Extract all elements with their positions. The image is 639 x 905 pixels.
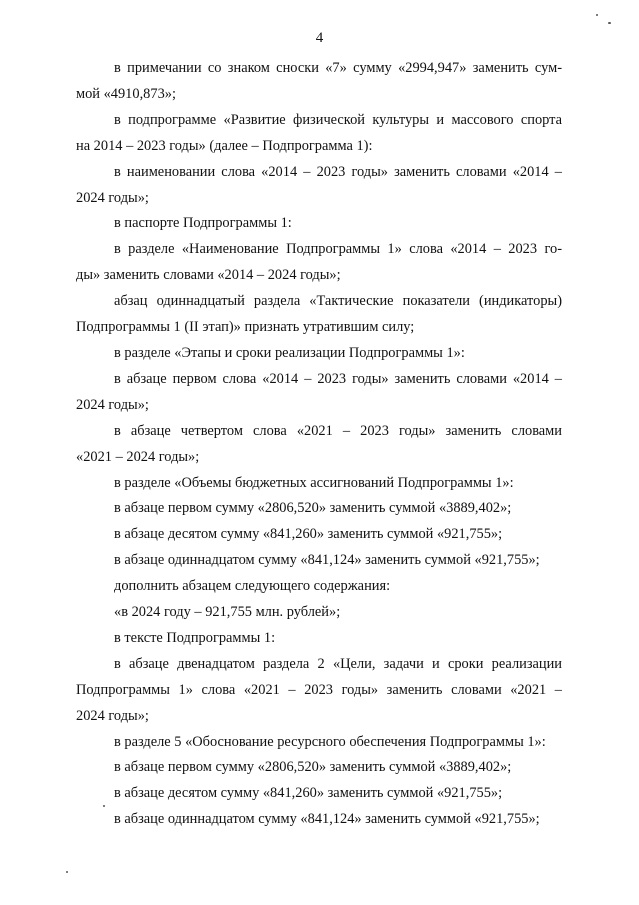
text-line: в паспорте Подпрограммы 1: xyxy=(114,215,292,232)
text-line: в абзаце первом сумму «2806,520» заменить суммой «3889,402»; xyxy=(114,759,512,776)
text-line: абзац одиннадцатый раздела «Тактические показатели (индикаторы) xyxy=(114,293,562,310)
text-line: 2024 годы»; xyxy=(76,189,149,206)
text-line: в абзаце десятом сумму «841,260» заменить суммой «921,755»; xyxy=(114,785,503,802)
text-line: 2024 годы»; xyxy=(76,707,149,724)
text-line: в наименовании слова «2014 – 2023 годы» заменить словами «2014 – xyxy=(114,163,562,180)
text-line: в абзаце двенадцатом раздела 2 «Цели, задачи и сроки реализации xyxy=(114,655,562,672)
text-line: Подпрограммы 1» слова «2021 – 2023 годы» заменить словами «2021 – xyxy=(76,681,562,698)
text-line: на 2014 – 2023 годы» (далее – Подпрограмма 1): xyxy=(76,137,373,154)
text-line: дополнить абзацем следующего содержания: xyxy=(114,578,391,595)
page-number: 4 xyxy=(315,30,324,46)
scan-speck xyxy=(103,805,105,807)
text-line: ды» заменить словами «2014 – 2024 годы»; xyxy=(76,267,341,284)
text-line: в абзаце десятом сумму «841,260» заменить суммой «921,755»; xyxy=(114,526,503,543)
text-line: мой «4910,873»; xyxy=(76,85,176,102)
text-line: в примечании со знаком сноски «7» сумму «2994,947» заменить сум- xyxy=(114,60,562,76)
text-line: в абзаце одиннадцатом сумму «841,124» заменить суммой «921,755»; xyxy=(114,811,540,828)
text-line: в разделе «Этапы и сроки реализации Подпрограммы 1»: xyxy=(114,344,465,361)
text-line: в абзаце четвертом слова «2021 – 2023 годы» заменить словами xyxy=(114,422,562,439)
text-line: Подпрограммы 1 (II этап)» признать утратившим силу; xyxy=(76,319,415,336)
text-line: в абзаце первом слова «2014 – 2023 годы» заменить словами «2014 – xyxy=(114,370,562,387)
text-line: в тексте Подпрограммы 1: xyxy=(114,629,276,646)
text-line: в абзаце первом сумму «2806,520» заменить суммой «3889,402»; xyxy=(114,500,512,517)
scan-speck xyxy=(608,22,611,24)
text-line: в разделе «Объемы бюджетных ассигнований Подпрограммы 1»: xyxy=(114,474,514,491)
scan-speck xyxy=(66,871,68,873)
text-line: в подпрограмме «Развитие физической культуры и массового спорта xyxy=(114,111,562,128)
text-line: в разделе 5 «Обоснование ресурсного обеспечения Подпрограммы 1»: xyxy=(114,733,546,750)
body-text xyxy=(76,56,562,833)
text-line: «в 2024 году – 921,755 млн. рублей»; xyxy=(114,604,341,621)
text-line: 2024 годы»; xyxy=(76,396,149,413)
text-line: в абзаце одиннадцатом сумму «841,124» заменить суммой «921,755»; xyxy=(114,552,540,569)
text-line: в разделе «Наименование Подпрограммы 1» слова «2014 – 2023 го- xyxy=(114,241,562,258)
scan-speck xyxy=(596,14,598,16)
text-line: «2021 – 2024 годы»; xyxy=(76,448,200,465)
